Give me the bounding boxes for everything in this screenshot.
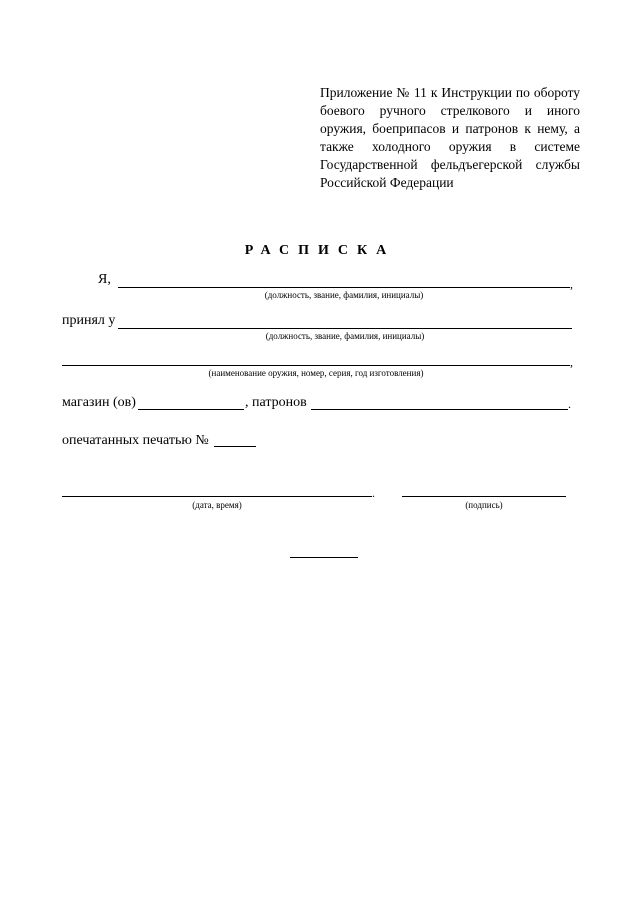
closing-rule: [290, 557, 358, 558]
row5-seal-line: [214, 446, 256, 447]
signature-line: [402, 496, 566, 497]
date-line: [62, 496, 372, 497]
row4-magazines-line: [138, 409, 244, 410]
row4-period: .: [568, 397, 571, 411]
appendix-note: Приложение № 11 к Инструкции по обороту боевого ручного стрелкового и иного оружия, боеприпасов и патронов к нему, а также холодного оружия в системе Государственной фельдъегерской службы Российской Федерации: [320, 85, 580, 190]
row3-caption: (наименование оружия, номер, серия, год изготовления): [208, 368, 424, 378]
row4-cartridges-line: [311, 409, 568, 410]
row4-magazines-label: магазин (ов): [62, 395, 136, 410]
row1-comma: ,: [570, 277, 573, 291]
row4-cartridges-label: , патронов: [245, 395, 307, 410]
row3-comma: ,: [570, 355, 573, 369]
row1-caption: (должность, звание, фамилия, инициалы): [264, 290, 424, 300]
signature-caption: (подпись): [465, 500, 503, 510]
date-caption: (дата, время): [192, 500, 242, 510]
row2-fill-line: [118, 328, 572, 329]
row5-seal-label: опечатанных печатью №: [62, 433, 209, 448]
row2-caption: (должность, звание, фамилия, инициалы): [265, 331, 425, 341]
date-period: .: [372, 486, 375, 500]
row1-fill-line: [118, 287, 570, 288]
row2-label: принял у: [62, 313, 116, 328]
document-title: РАСПИСКА: [244, 243, 396, 258]
row1-label: Я,: [98, 272, 111, 287]
row3-fill-line: [62, 365, 570, 366]
